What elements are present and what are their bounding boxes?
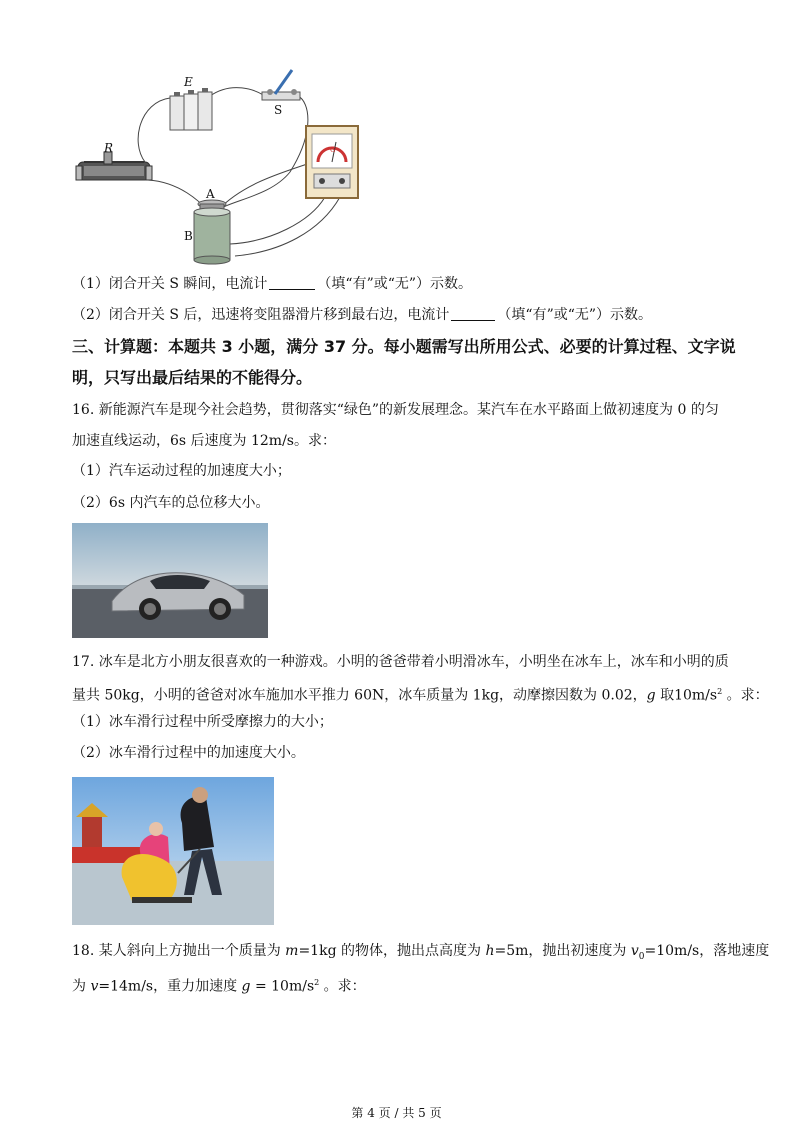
q17-stem-cont: 量共 50kg，小明的爸爸对冰车施加水平推力 60N，冰车质量为 1kg，动摩擦因数为 0.02，g 取$10m/s^2$ 。求： (72, 687, 769, 704)
electromagnetic-induction-circuit-figure (70, 62, 370, 267)
answer-blank (269, 275, 315, 290)
q16-part2: （2）6s 内汽车的总位移大小。 (72, 495, 270, 511)
label-R: R (104, 141, 114, 155)
car-photo (72, 523, 268, 638)
label-G: G (330, 146, 336, 154)
q16-part1: （1）汽车运动过程的加速度大小； (72, 463, 291, 479)
label-B: B (184, 229, 193, 243)
label-A: A (206, 187, 215, 201)
rheostat-icon (76, 152, 152, 180)
section-heading: 三、计算题：本题共 3 小题，满分 37 分。每小题需写出所用公式、必要的计算过程、文字说 (72, 337, 736, 356)
q16-stem-cont: 加速直线运动，6s 后速度为 12m/s。求： (72, 433, 336, 449)
galvanometer-icon (306, 126, 358, 198)
q17-part1: （1）冰车滑行过程中所受摩擦力的大小； (72, 714, 333, 730)
q17-stem: 17. 冰车是北方小朋友很喜欢的一种游戏。小明的爸爸带着小明滑冰车，小明坐在冰车上，冰车和小明的质 (72, 654, 729, 670)
q18-stem: 18. 某人斜向上方抛出一个质量为 m=1kg 的物体，抛出点高度为 h=5m，抛出初速度为 $v_0=10m/s$，落地速度 (72, 943, 770, 962)
ice-sled-photo (72, 777, 274, 925)
q15-part1: （1）闭合开关 S 瞬间，电流计 （填“有”或“无”）示数。 (72, 276, 473, 292)
q18-stem-cont: 为 v=14m/s，重力加速度 $g = 10m/s^2$ 。求： (72, 978, 366, 995)
battery-icon (170, 88, 212, 130)
page-footer: 第 4 页 / 共 5 页 (351, 1106, 442, 1120)
answer-blank (451, 306, 495, 321)
label-S: S (274, 103, 283, 117)
switch-icon (262, 70, 300, 100)
q17-part2: （2）冰车滑行过程中的加速度大小。 (72, 745, 305, 761)
section-heading-cont: 明，只写出最后结果的不能得分。 (72, 368, 313, 387)
coil-icon (194, 200, 230, 264)
q16-stem: 16. 新能源汽车是现今社会趋势，贯彻落实“绿色”的新发展理念。某汽车在水平路面上做初速度为 0 的匀 (72, 402, 719, 418)
label-E: E (184, 75, 193, 89)
q15-part2: （2）闭合开关 S 后，迅速将变阻器滑片移到最右边，电流计 （填“有”或“无”）示数。 (72, 307, 653, 323)
